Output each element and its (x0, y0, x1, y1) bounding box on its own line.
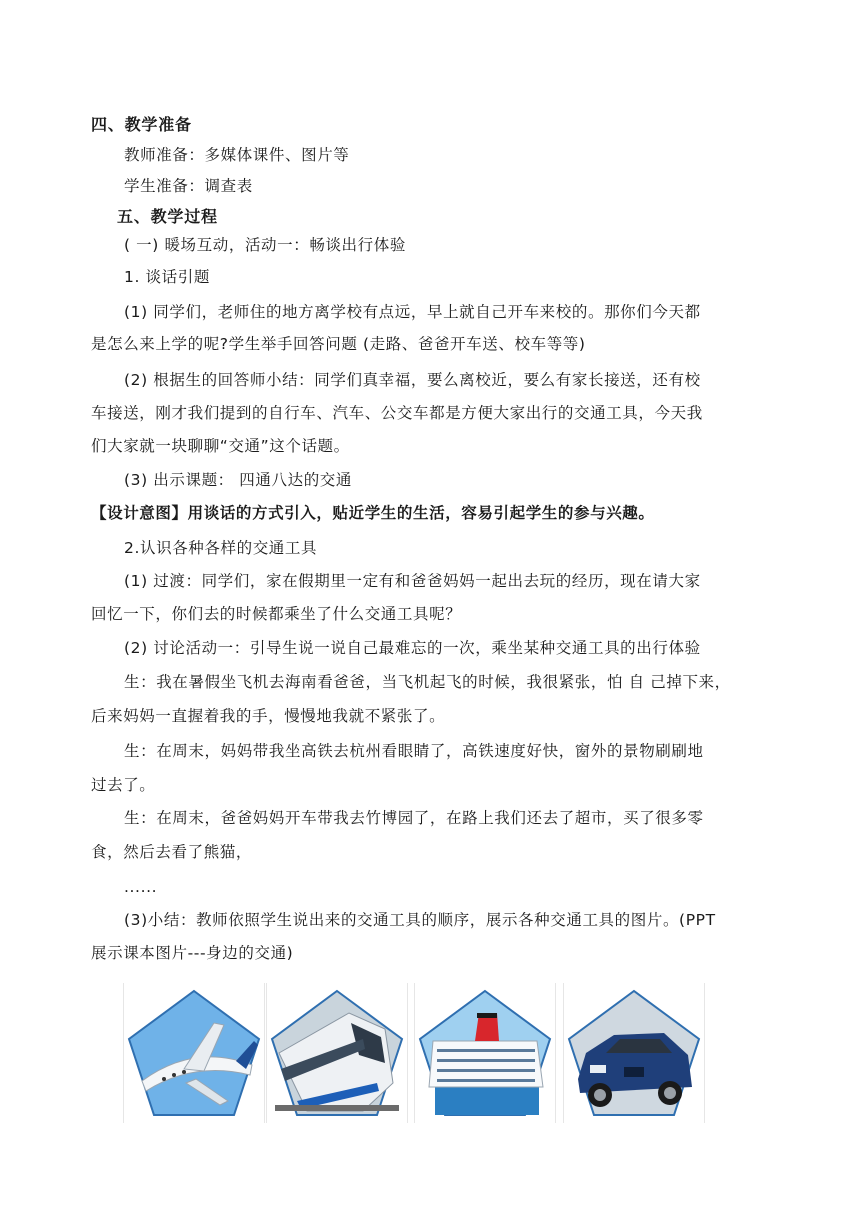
step2-title: 2.认识各种各样的交通工具 (124, 539, 318, 557)
s1-line2: 后来妈妈一直握着我的手，慢慢地我就不紧张了。 (91, 707, 446, 725)
student-prep: 学生准备：调查表 (124, 177, 253, 195)
s2-line1: 生：在周末，妈妈带我坐高铁去杭州看眼睛了，高铁速度好快，窗外的景物刷刷地 (124, 742, 704, 760)
s3-line1: 生：在周末，爸爸妈妈开车带我去竹博园了，在路上我们还去了超市，买了很多零 (124, 809, 704, 827)
airplane-image (123, 983, 265, 1123)
q2: (2) 讨论活动一：引导生说一说自己最难忘的一次，乘坐某种交通工具的出行体验 (124, 639, 701, 657)
ship-image (414, 983, 556, 1123)
step1-title: 1. 谈话引题 (124, 268, 210, 286)
s3-line2: 食，然后去看了熊猫， (91, 843, 253, 861)
s1-line1: 生：我在暑假坐飞机去海南看爸爸，当飞机起飞的时候，我很紧张，怕 自 己掉下来， (124, 673, 731, 691)
train-image (266, 983, 408, 1123)
teacher-prep: 教师准备：多媒体课件、图片等 (124, 146, 350, 164)
p2-line2: 车接送，刚才我们提到的自行车、汽车、公交车都是方便大家出行的交通工具，今天我 (91, 404, 703, 422)
p2-line3: 们大家就一块聊聊“交通”这个话题。 (91, 437, 350, 455)
section4-heading: 四、教学准备 (91, 115, 192, 134)
q3-line1: (3)小结：教师依照学生说出来的交通工具的顺序，展示各种交通工具的图片。(PPT (124, 911, 716, 929)
p3: (3) 出示课题： 四通八达的交通 (124, 471, 353, 489)
airplane-icon (124, 983, 264, 1123)
part1-title: ( 一) 暖场互动，活动一：畅谈出行体验 (124, 236, 406, 254)
train-icon (267, 983, 407, 1123)
design-intent: 【设计意图】用谈话的方式引入，贴近学生的生活，容易引起学生的参与兴趣。 (91, 504, 655, 522)
car-image (563, 983, 705, 1123)
s2-line2: 过去了。 (91, 776, 156, 794)
q1-line1: (1) 过渡：同学们，家在假期里一定有和爸爸妈妈一起出去玩的经历，现在请大家 (124, 572, 701, 590)
q1-line2: 回忆一下，你们去的时候都乘坐了什么交通工具呢？ (91, 605, 462, 623)
ship-icon (415, 983, 555, 1123)
car-icon (564, 983, 704, 1123)
section5-heading: 五、教学过程 (117, 207, 218, 226)
ellipsis: ...... (124, 878, 158, 896)
q3-line2: 展示课本图片---身边的交通) (91, 944, 294, 962)
p1-line1: (1) 同学们，老师住的地方离学校有点远，早上就自己开车来校的。那你们今天都 (124, 303, 701, 321)
p1-line2: 是怎么来上学的呢?学生举手回答问题 (走路、爸爸开车送、校车等等) (91, 335, 586, 353)
p2-line1: (2) 根据生的回答师小结：同学们真幸福，要么离校近，要么有家长接送，还有校 (124, 371, 701, 389)
